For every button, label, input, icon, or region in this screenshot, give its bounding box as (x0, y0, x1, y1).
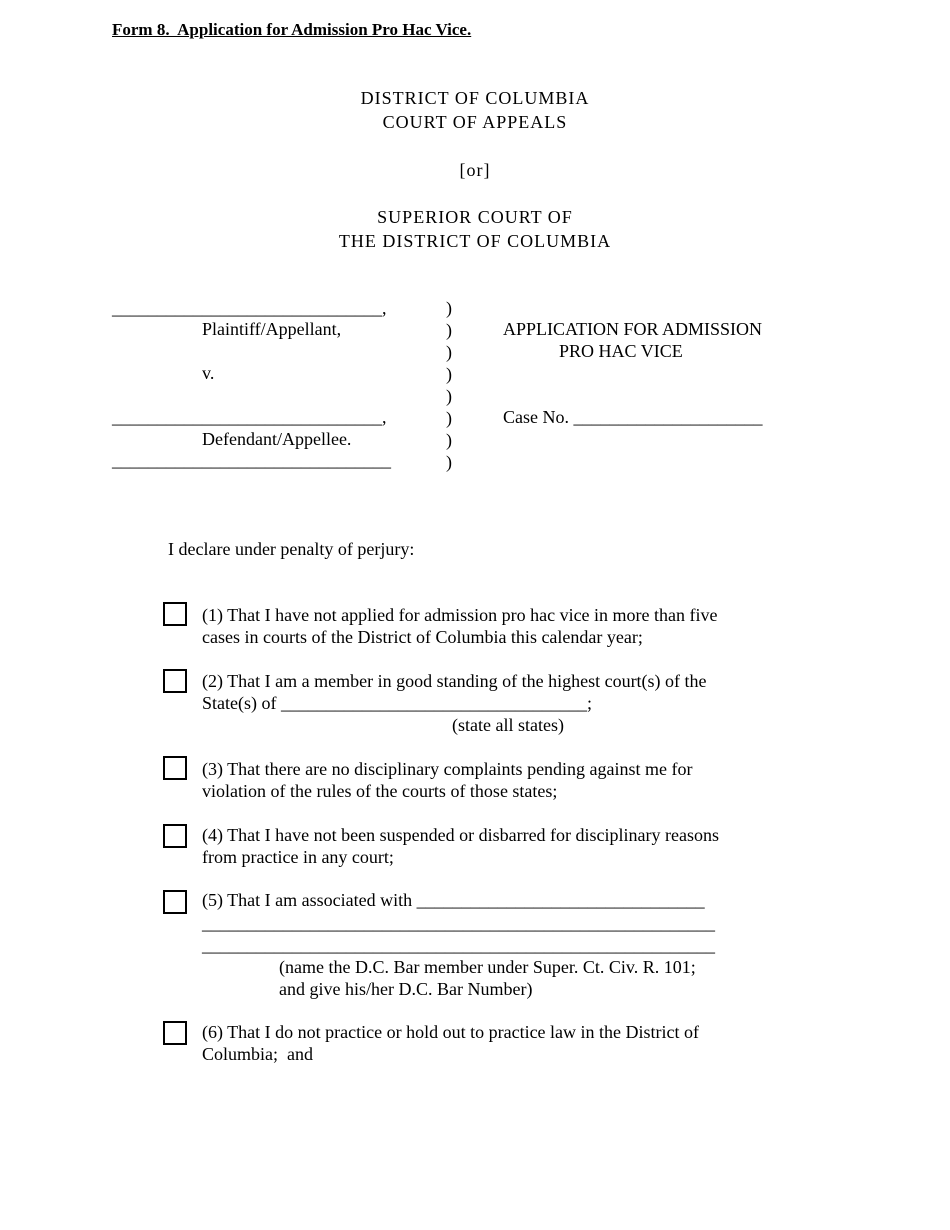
item-5-note-line-2: and give his/her D.C. Bar Number) (279, 979, 533, 999)
caption-paren: ) (446, 298, 452, 318)
caption-bottom-line: _______________________________ (112, 450, 391, 470)
court-or: [or] (459, 160, 491, 180)
item-4-checkbox[interactable] (163, 824, 187, 848)
item-3-checkbox[interactable] (163, 756, 187, 780)
plaintiff-label: Plaintiff/Appellant, (202, 319, 342, 339)
plaintiff-name-field[interactable]: ______________________________, (112, 298, 387, 318)
item-5-blank-line-2[interactable]: _________________________________________________________ (202, 913, 715, 933)
caption-paren: ) (446, 408, 452, 428)
item-1-text-line-1: (1) That I have not applied for admission pro hac vice in more than five (202, 605, 718, 625)
item-4-text-line-2: from practice in any court; (202, 847, 394, 867)
item-4-text-line-1: (4) That I have not been suspended or disbarred for disciplinary reasons (202, 825, 720, 845)
caption-paren: ) (446, 364, 452, 384)
item-2-note: (state all states) (452, 715, 564, 735)
caption-paren: ) (446, 320, 452, 340)
item-2-checkbox[interactable] (163, 669, 187, 693)
caption-paren: ) (446, 342, 452, 362)
item-5-blank-line-3[interactable]: _________________________________________________________ (202, 935, 715, 955)
form-title: Form 8. Application for Admission Pro Hac Vice. (112, 20, 472, 39)
item-1-checkbox[interactable] (163, 602, 187, 626)
item-6-text-line-1: (6) That I do not practice or hold out to practice law in the District of (202, 1022, 700, 1042)
item-3-text-line-2: violation of the rules of the courts of those states; (202, 781, 558, 801)
item-1-text-line-2: cases in courts of the District of Columbia this calendar year; (202, 627, 643, 647)
item-5-checkbox[interactable] (163, 890, 187, 914)
item-2-text-line-1: (2) That I am a member in good standing of the highest court(s) of the (202, 671, 707, 691)
court-line-2: COURT OF APPEALS (382, 112, 568, 132)
defendant-label: Defendant/Appellee. (202, 429, 352, 449)
court-line-4: THE DISTRICT OF COLUMBIA (338, 231, 612, 251)
court-line-1: DISTRICT OF COLUMBIA (360, 88, 590, 108)
item-6-checkbox[interactable] (163, 1021, 187, 1045)
caption-paren: ) (446, 386, 452, 406)
item-3-text-line-1: (3) That there are no disciplinary complaints pending against me for (202, 759, 693, 779)
item-5-note-line-1: (name the D.C. Bar member under Super. Ct. Civ. R. 101; (279, 957, 696, 977)
versus-label: v. (202, 363, 215, 383)
court-line-3: SUPERIOR COURT OF (377, 207, 573, 227)
item-6-text-line-2: Columbia; and (202, 1044, 313, 1064)
declaration-intro: I declare under penalty of perjury: (168, 539, 415, 559)
document-title-line-2: PRO HAC VICE (559, 341, 683, 361)
defendant-name-field[interactable]: ______________________________, (112, 407, 387, 427)
item-2-states-field[interactable]: State(s) of __________________________________; (202, 693, 592, 713)
caption-paren: ) (446, 430, 452, 450)
item-5-associate-field[interactable]: (5) That I am associated with ________________________________ (202, 890, 705, 910)
caption-paren: ) (446, 452, 452, 472)
case-number-field[interactable]: Case No. _____________________ (503, 407, 763, 427)
document-title-line-1: APPLICATION FOR ADMISSION (503, 319, 763, 339)
